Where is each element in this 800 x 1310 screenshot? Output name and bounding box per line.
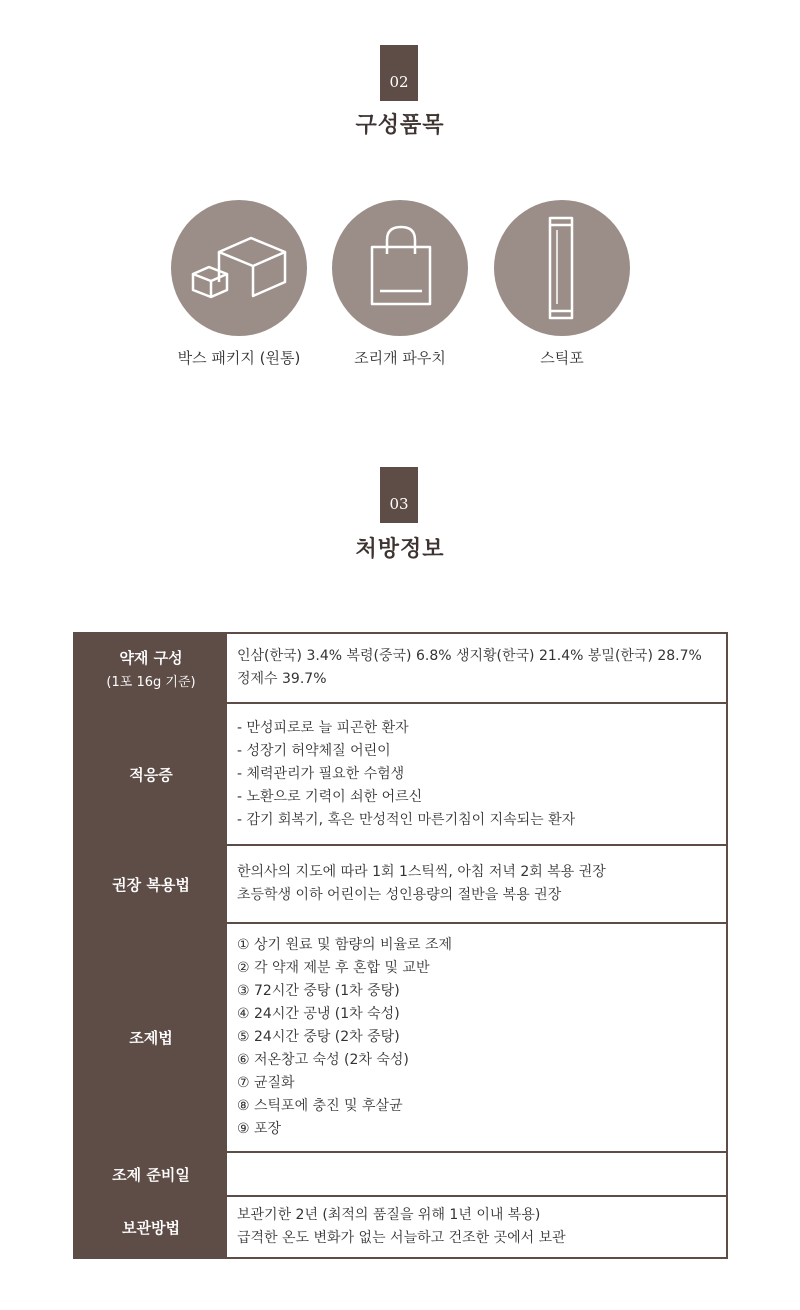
section-number-badge (380, 467, 418, 523)
row-content (227, 1196, 727, 1258)
content-line: ⑧ 스틱포에 충진 및 후살균 (237, 1098, 403, 1114)
content-line: ④ 24시간 공냉 (1차 숙성) (237, 1006, 400, 1022)
section-number: 02 (389, 73, 409, 91)
row-label: 조제 준비일 (112, 1165, 190, 1184)
table-row (74, 633, 727, 703)
content-line: 보관기한 2년 (최적의 품질을 위해 1년 이내 복용) (237, 1207, 541, 1223)
content-line: ② 각 약재 제분 후 혼합 및 교반 (237, 960, 430, 976)
row-label: 권장 복용법 (112, 875, 190, 894)
row-label: 보관방법 (122, 1218, 180, 1237)
row-label: 약재 구성 (119, 648, 183, 667)
row-label: 적응증 (129, 765, 173, 784)
content-line: 인삼(한국) 3.4% 복령(중국) 6.8% 생지황(한국) 21.4% 봉밀(한국) 28.7% (237, 648, 702, 664)
row-content (227, 633, 727, 703)
content-line: ⑥ 저온창고 숙성 (2차 숙성) (237, 1052, 409, 1068)
table-row (74, 703, 727, 845)
row-content-empty (227, 1152, 727, 1196)
row-label: 조제법 (129, 1029, 173, 1047)
section-title: 처방정보 (355, 536, 445, 562)
content-line: - 만성피로로 늘 피곤한 환자 (237, 719, 409, 736)
row-header (74, 845, 227, 923)
content-line: ⑨ 포장 (237, 1121, 282, 1137)
row-header (74, 633, 227, 703)
content-line: ⑦ 균질화 (237, 1075, 295, 1091)
row-header (74, 923, 227, 1152)
table-row (74, 923, 727, 1152)
table-row (74, 1196, 727, 1258)
content-line: ⑤ 24시간 중탕 (2차 중탕) (237, 1029, 400, 1045)
content-line: - 체력관리가 필요한 수험생 (237, 765, 405, 782)
section-number: 03 (389, 495, 409, 513)
table-row (74, 845, 727, 923)
stick-pouch-icon (494, 200, 630, 336)
item-label-stick: 스틱포 (540, 349, 584, 367)
item-label-box: 박스 패키지 (원통) (177, 349, 301, 367)
shopping-bag-icon (332, 200, 468, 336)
prescription-table (73, 632, 728, 1259)
content-line: - 성장기 허약체질 어린이 (237, 742, 391, 759)
content-line: ③ 72시간 중탕 (1차 중탕) (237, 983, 400, 999)
content-line: ① 상기 원료 및 함량의 비율로 조제 (237, 937, 453, 953)
content-line: 한의사의 지도에 따라 1회 1스틱씩, 아침 저녁 2회 복용 권장 (237, 864, 606, 880)
content-line: 정제수 39.7% (237, 671, 327, 687)
content-line: 초등학생 이하 어린이는 성인용량의 절반을 복용 권장 (237, 887, 562, 903)
content-line: - 감기 회복기, 혹은 만성적인 마른기침이 지속되는 환자 (237, 811, 576, 828)
row-content (227, 703, 727, 845)
section-number-badge (380, 45, 418, 101)
row-content (227, 923, 727, 1152)
table-row (74, 1152, 727, 1196)
section-title: 구성품목 (355, 112, 445, 138)
row-header (74, 1196, 227, 1258)
box-package-icon (171, 200, 307, 336)
item-label-pouch: 조리개 파우치 (354, 349, 446, 367)
row-sublabel: (1포 16g 기준) (106, 674, 196, 690)
content-line: - 노환으로 기력이 쇠한 어르신 (237, 788, 423, 805)
content-line: 급격한 온도 변화가 없는 서늘하고 건조한 곳에서 보관 (237, 1230, 566, 1246)
row-header (74, 703, 227, 845)
row-content (227, 845, 727, 923)
row-header (74, 1152, 227, 1196)
